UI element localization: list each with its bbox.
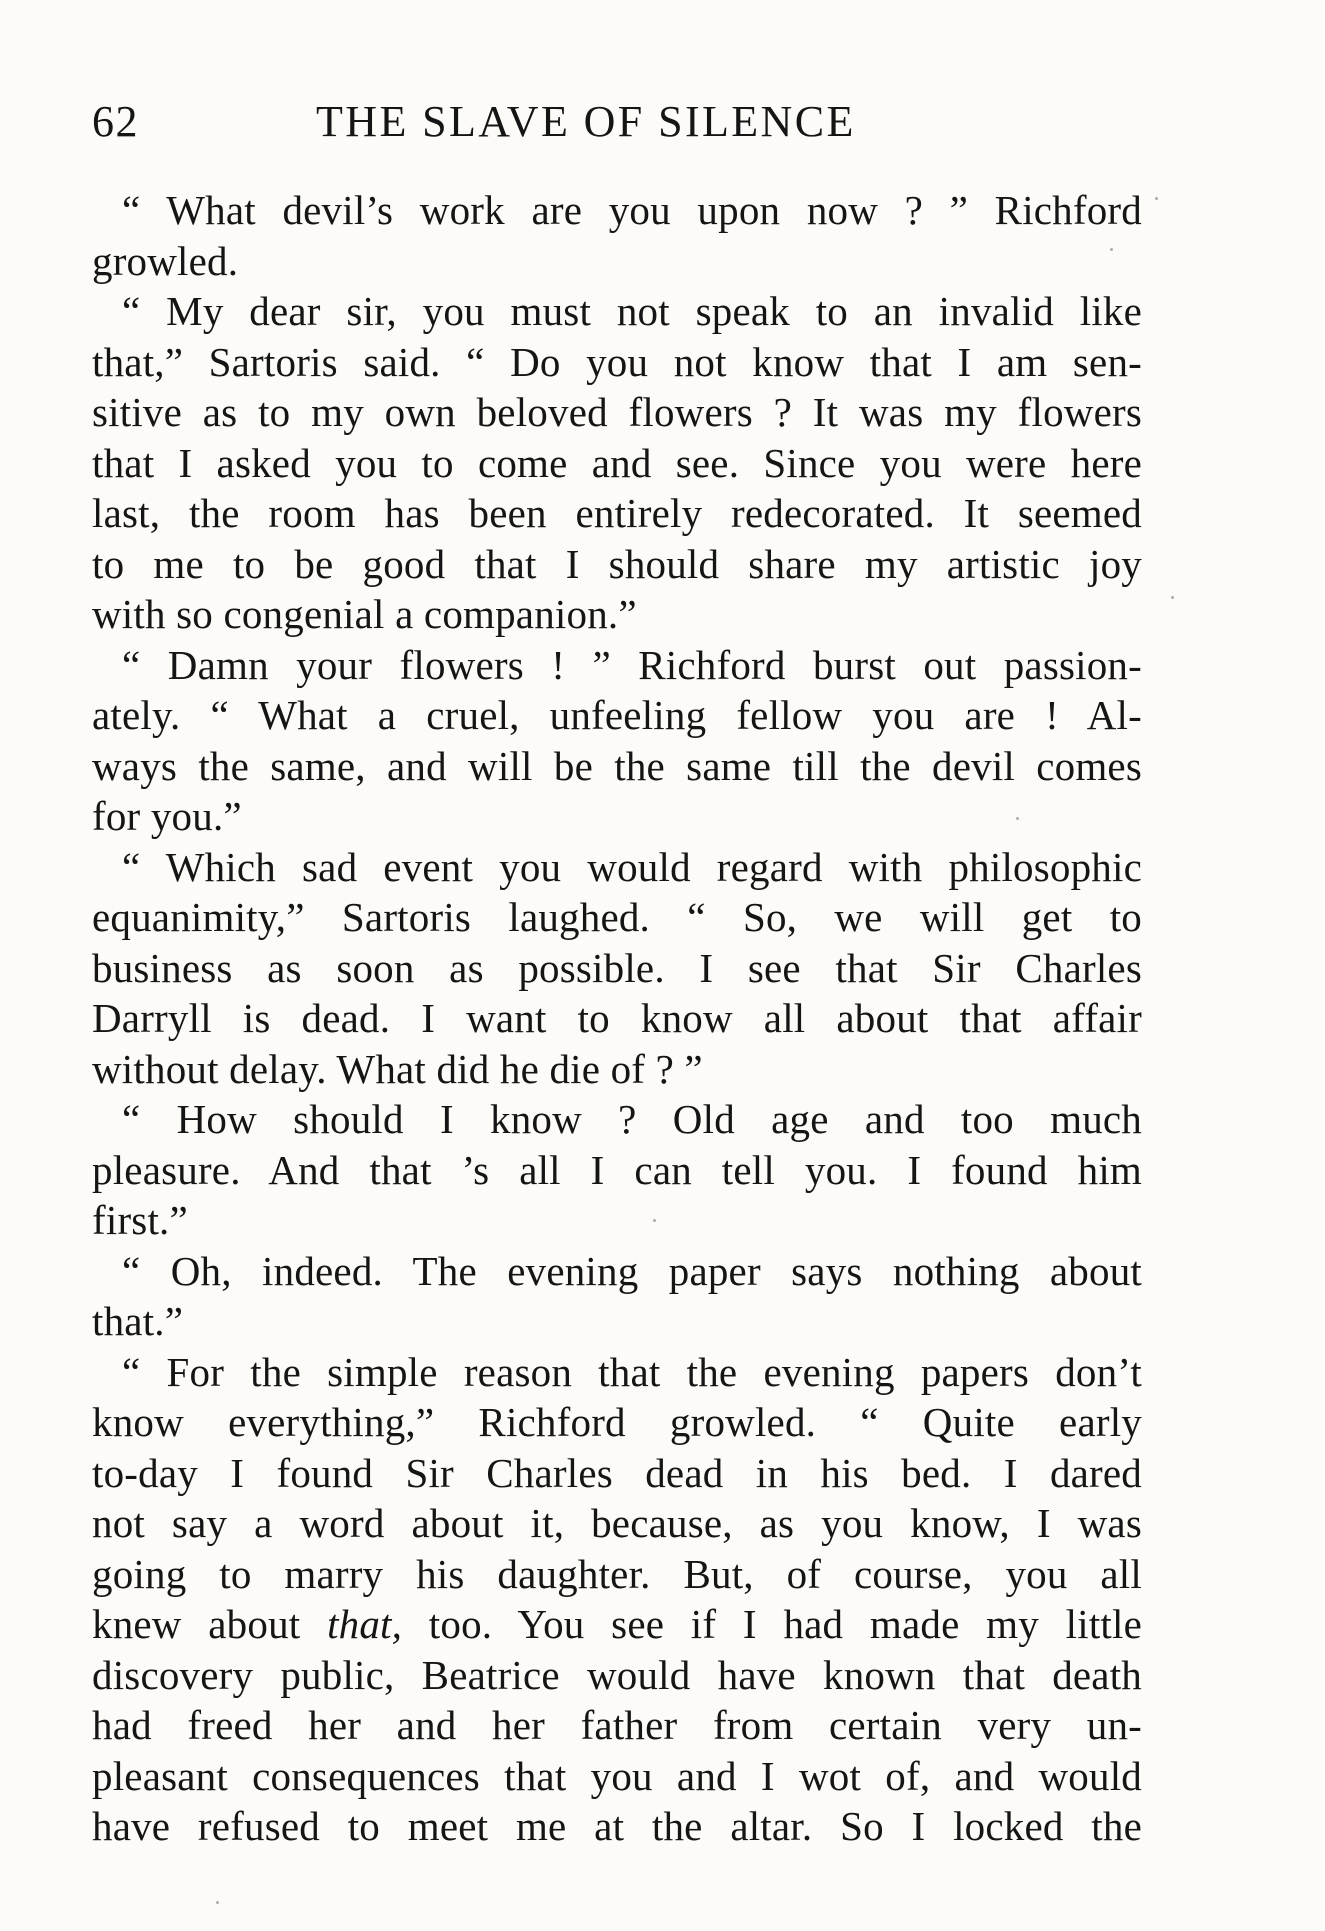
text-line: business as soon as possible. I see that Sir Charles — [92, 944, 1142, 991]
body-text — [92, 185, 1142, 1852]
text-line: pleasure. And that ’s all I can tell you. I found him — [92, 1146, 1142, 1193]
text-line: for you.” — [92, 793, 242, 839]
text-line: last, the room has been entirely redecorated. It seemed — [92, 490, 1142, 536]
text-line: “ Oh, indeed. The evening paper says nothing about — [122, 1247, 1142, 1294]
text-line: without delay. What did he die of ? ” — [92, 1045, 703, 1092]
text-line: “ What devil’s work are you upon now ? ” Richford — [122, 187, 1142, 233]
text-line: ways the same, and will be the same till the devil comes — [92, 742, 1142, 789]
text-line: “ Which sad event you would regard with philosophic — [122, 843, 1142, 890]
text-line: “ How should I know ? Old age and too much — [122, 1096, 1142, 1142]
text-line: “ For the simple reason that the evening papers don’t — [122, 1348, 1142, 1395]
text-line: “ My dear sir, you must not speak to an invalid like — [122, 288, 1142, 334]
paper-speck — [1171, 596, 1174, 599]
text-line: equanimity,” Sartoris laughed. “ So, we will get to — [92, 894, 1142, 940]
paper-speck — [1016, 817, 1019, 820]
text-line: to me to be good that I should share my artistic joy — [92, 540, 1142, 587]
text-line: discovery public, Beatrice would have known that death — [92, 1651, 1142, 1698]
text-segment: too. You see if I had made my little — [428, 1601, 1142, 1647]
running-title: THE SLAVE OF SILENCE — [316, 97, 856, 146]
paper-speck — [216, 1901, 219, 1904]
text-line: first.” — [92, 1197, 188, 1243]
text-line: going to marry his daughter. But, of course, you all — [92, 1550, 1142, 1597]
text-line: with so congenial a companion.” — [92, 591, 637, 637]
text-line: know everything,” Richford growled. “ Quite early — [92, 1399, 1142, 1445]
text-line: Darryll is dead. I want to know all about that affair — [92, 995, 1142, 1041]
paper-speck — [1110, 248, 1113, 251]
text-line: have refused to meet me at the altar. So I locked the — [92, 1803, 1142, 1849]
text-line: to-day I found Sir Charles dead in his bed. I dared — [92, 1449, 1142, 1496]
text-line: “ Damn your flowers ! ” Richford burst out passion- — [122, 641, 1142, 688]
text-line: sitive as to my own beloved flowers ? It was my flowers — [92, 389, 1142, 435]
text-line: had freed her and her father from certain very un- — [92, 1702, 1142, 1748]
text-line: ately. “ What a cruel, unfeeling fellow you are ! Al- — [92, 692, 1142, 738]
emphasized-word: that, — [327, 1601, 403, 1647]
text-line-with-emphasis — [92, 1599, 1142, 1650]
paper-speck — [1155, 197, 1158, 200]
text-line: pleasant consequences that you and I wot of, and would — [92, 1752, 1142, 1799]
text-line: not say a word about it, because, as you know, I was — [92, 1500, 1142, 1546]
page-header — [92, 92, 1142, 152]
text-line: that.” — [92, 1298, 184, 1344]
text-line: growled. — [92, 237, 239, 284]
paper-speck — [653, 1219, 656, 1222]
page-number: 62 — [92, 97, 139, 146]
text-line: that,” Sartoris said. “ Do you not know that I am sen- — [92, 338, 1142, 385]
text-segment: knew about — [92, 1601, 301, 1647]
text-line: that I asked you to come and see. Since you were here — [92, 439, 1142, 486]
